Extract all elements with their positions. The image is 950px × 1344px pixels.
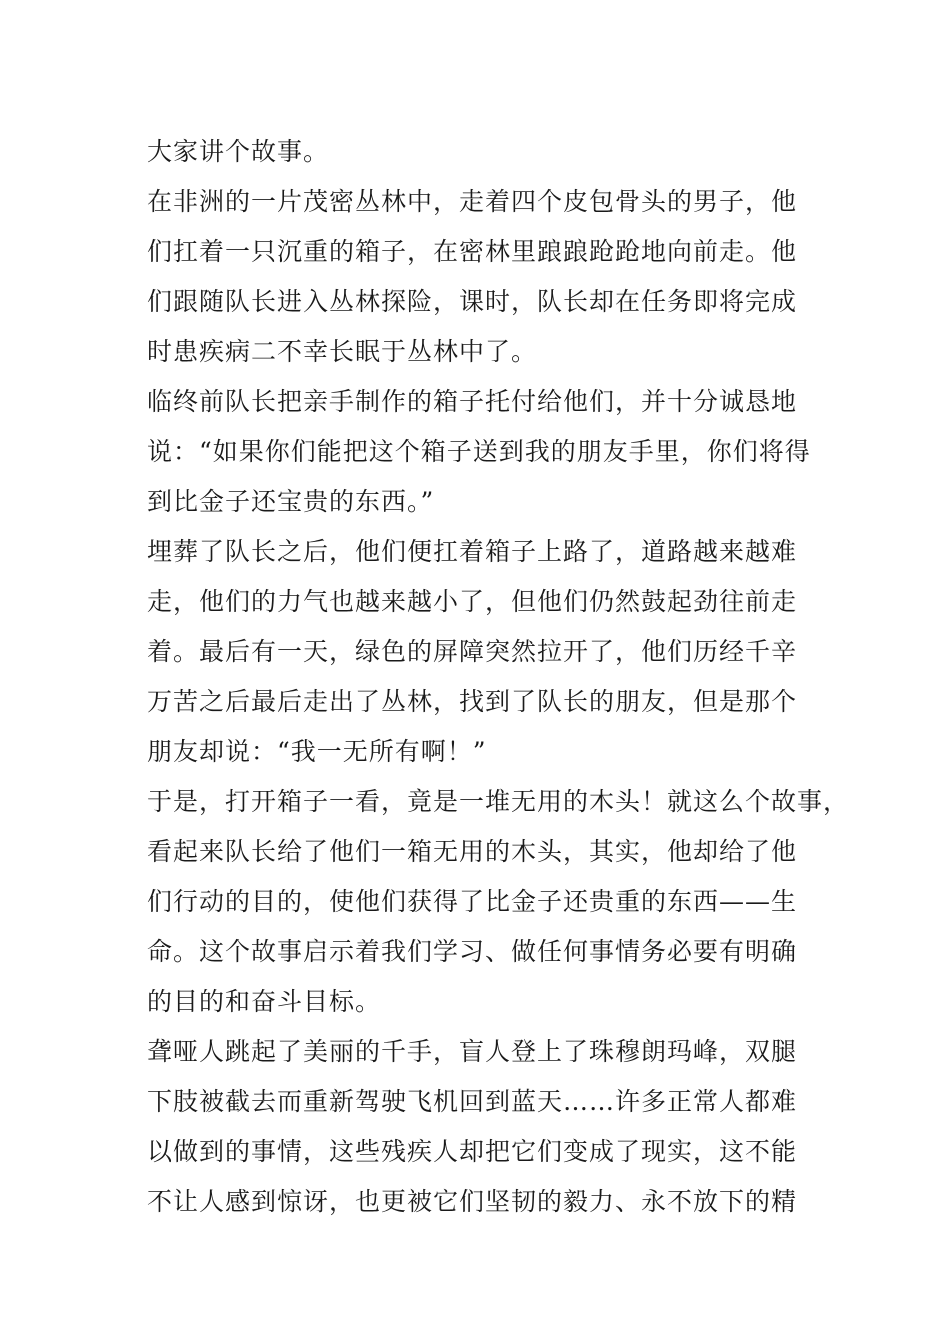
text-line: 朋友却说：“我一无所有啊！” [147, 737, 487, 766]
text-line: 万苦之后最后走出了丛林，找到了队长的朋友，但是那个 [147, 687, 798, 716]
text-line: 于是，打开箱子一看，竟是一堆无用的木头！就这么个故事， [147, 787, 850, 816]
text-line: 看起来队长给了他们一箱无用的木头，其实，他却给了他 [147, 837, 798, 866]
text-line: 大家讲个故事。 [147, 137, 330, 166]
text-line: 们跟随队长进入丛林探险，课时，队长却在任务即将完成 [147, 287, 798, 316]
text-line: 不让人感到惊讶，也更被它们坚韧的毅力、永不放下的精 [147, 1187, 798, 1216]
text-line: 们行动的目的，使他们获得了比金子还贵重的东西——生 [147, 887, 798, 916]
text-line: 埋葬了队长之后，他们便扛着箱子上路了，道路越来越难 [147, 537, 798, 566]
document-body [147, 127, 850, 1227]
text-line: 着。最后有一天，绿色的屏障突然拉开了，他们历经千辛 [147, 637, 798, 666]
text-line: 走，他们的力气也越来越小了，但他们仍然鼓起劲往前走 [147, 587, 798, 616]
text-line: 在非洲的一片茂密丛林中，走着四个皮包骨头的男子，他 [147, 187, 798, 216]
text-line: 们扛着一只沉重的箱子，在密林里踉踉跄跄地向前走。他 [147, 237, 798, 266]
text-line: 到比金子还宝贵的东西。” [147, 487, 435, 516]
text-line: 聋哑人跳起了美丽的千手，盲人登上了珠穆朗玛峰，双腿 [147, 1037, 798, 1066]
text-line: 的目的和奋斗目标。 [147, 987, 382, 1016]
text-line: 说：“如果你们能把这个箱子送到我的朋友手里，你们将得 [147, 437, 811, 466]
text-line: 下肢被截去而重新驾驶飞机回到蓝天……许多正常人都难 [147, 1087, 798, 1116]
text-line: 命。这个故事启示着我们学习、做任何事情务必要有明确 [147, 937, 798, 966]
text-line: 时患疾病二不幸长眠于丛林中了。 [147, 337, 538, 366]
text-line: 以做到的事情，这些残疾人却把它们变成了现实，这不能 [147, 1137, 798, 1166]
text-line: 临终前队长把亲手制作的箱子托付给他们，并十分诚恳地 [147, 387, 798, 416]
